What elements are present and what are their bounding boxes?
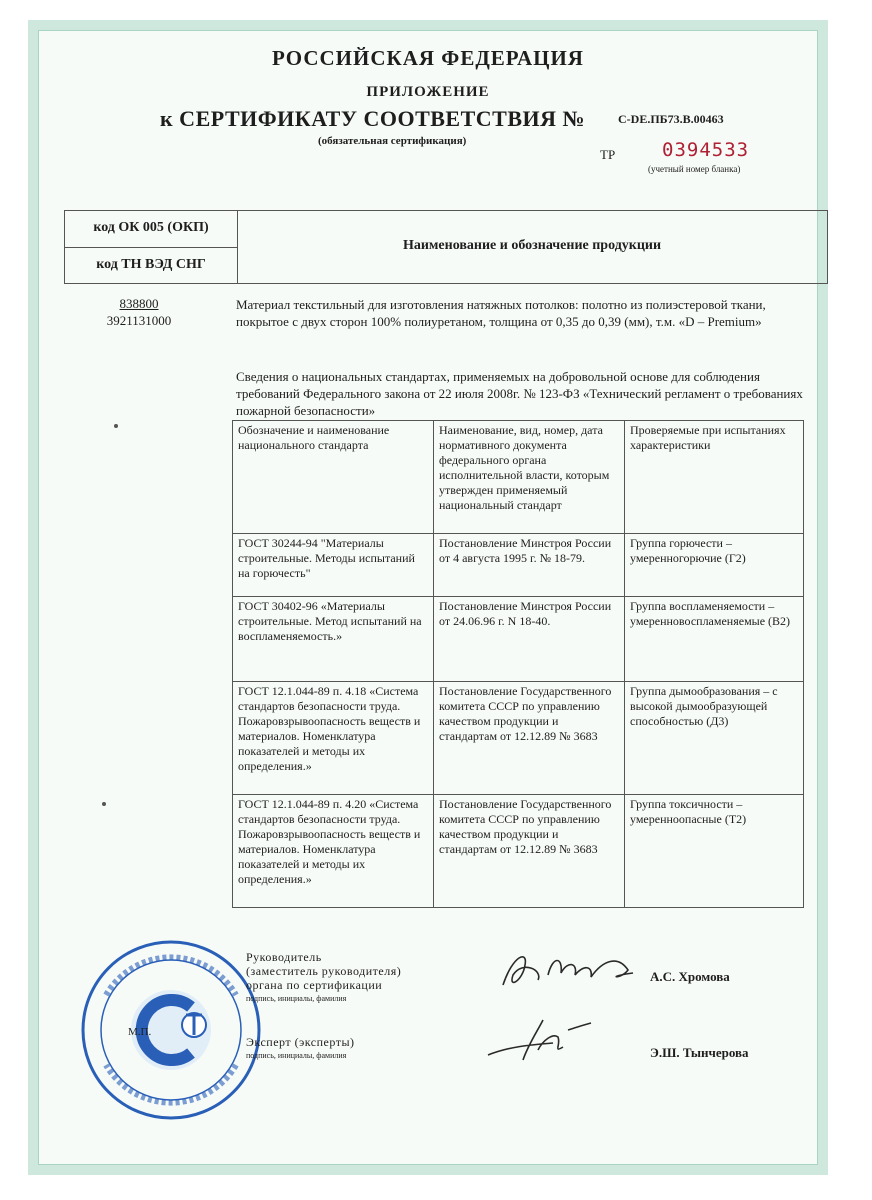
okp-code: 838800: [119, 296, 159, 311]
tnved-code-label: код ТН ВЭД СНГ: [96, 257, 206, 272]
table-cell: Постановление Государственного комитета СССР по управлению качеством продукции и стандартам от 12.12.89 № 3683: [434, 795, 625, 908]
table-cell: Группа воспламеняемости – умеренновоспламеняемые (В2): [625, 597, 804, 682]
table-header-cell: Проверяемые при испытаниях характеристики: [625, 421, 804, 534]
certificate-number: C-DE.ПБ73.В.00463: [618, 112, 724, 126]
table-cell: ГОСТ 30402-96 «Материалы строительные. Метод испытаний на воспламеняемость.»: [233, 597, 434, 682]
table-cell: ГОСТ 30244-94 "Материалы строительные. Методы испытаний на горючесть": [233, 534, 434, 597]
product-header-box: [64, 210, 828, 284]
head-title-line: Руководитель: [246, 950, 322, 964]
tr-label: ТР: [600, 147, 616, 162]
table-cell: Группа токсичности – умеренноопасные (Т2): [625, 795, 804, 908]
table-cell: Группа дымообразования – с высокой дымообразующей способностью (Д3): [625, 682, 804, 795]
product-codes: [84, 295, 194, 329]
table-cell: ГОСТ 12.1.044-89 п. 4.20 «Система стандартов безопасности труда. Пожаровзрывоопасность веществ и материалов. Номенклатура показателей и методы их определения.»: [233, 795, 434, 908]
head-name: А.С. Хромова: [650, 969, 730, 984]
signature-caption: подпись, инициалы, фамилия: [246, 994, 347, 1003]
head-signature: [493, 945, 643, 995]
certification-type: (обязательная сертификация): [318, 135, 467, 147]
table-cell: ГОСТ 12.1.044-89 п. 4.18 «Система стандартов безопасности труда. Пожаровзрывоопасность веществ и материалов. Номенклатура показателей и методы их определения.»: [233, 682, 434, 795]
table-row: [233, 534, 804, 597]
head-title-line: органа по сертификации: [246, 978, 383, 992]
form-number: 0394533: [662, 139, 750, 161]
form-number-caption: (учетный номер бланка): [648, 164, 741, 174]
organization-stamp: [76, 935, 266, 1125]
table-cell: Группа горючести – умеренногорючие (Г2): [625, 534, 804, 597]
table-header-cell: Обозначение и наименование национального стандарта: [233, 421, 434, 534]
standards-intro: Сведения о национальных стандартах, применяемых на добровольной основе для соблюдения требований Федерального закона от 22 июля 2008г. № 123-ФЗ «Технический регламент о требованиях пожарной безопасности»: [236, 369, 803, 418]
expert-signature-block: [246, 1035, 355, 1063]
product-description: Материал текстильный для изготовления натяжных потолков: полотно из полиэстеровой ткани, покрытое с двух сторон 100% полиуретаном, толщина от 0,35 до 0,39 (мм), т.м. «D – Premium»: [236, 297, 766, 329]
table-row: [233, 597, 804, 682]
expert-name: Э.Ш. Тынчерова: [650, 1045, 749, 1060]
product-name-heading: Наименование и обозначение продукции: [402, 238, 662, 253]
certificate-page: [28, 20, 828, 1175]
table-row: [233, 795, 804, 908]
tnved-code: 3921131000: [106, 313, 172, 328]
table-cell: Постановление Минстроя России от 4 августа 1995 г. № 18-79.: [434, 534, 625, 597]
okp-code-label: код ОК 005 (ОКП): [93, 220, 209, 235]
head-signature-block: [246, 950, 401, 1006]
head-title-line: (заместитель руководителя): [246, 964, 402, 978]
appendix-title: ПРИЛОЖЕНИЕ: [366, 84, 490, 100]
table-cell: Постановление Государственного комитета СССР по управлению качеством продукции и стандартам от 12.12.89 № 3683: [434, 682, 625, 795]
standards-table: [232, 420, 804, 908]
stamp-place-label: М.П.: [128, 1026, 152, 1038]
table-row: [233, 682, 804, 795]
table-header-cell: Наименование, вид, номер, дата нормативного документа федерального органа исполнительной власти, которым утвержден применяемый национальный стандарт: [434, 421, 625, 534]
expert-signature: [483, 1015, 593, 1065]
expert-title: Эксперт (эксперты): [246, 1035, 355, 1049]
table-header-row: [233, 421, 804, 534]
signature-caption: подпись, инициалы, фамилия: [246, 1051, 347, 1060]
table-cell: Постановление Минстроя России от 24.06.96 г. N 18-40.: [434, 597, 625, 682]
country-title: РОССИЙСКАЯ ФЕДЕРАЦИЯ: [272, 46, 584, 70]
certificate-title: к СЕРТИФИКАТУ СООТВЕТСТВИЯ №: [160, 106, 586, 131]
